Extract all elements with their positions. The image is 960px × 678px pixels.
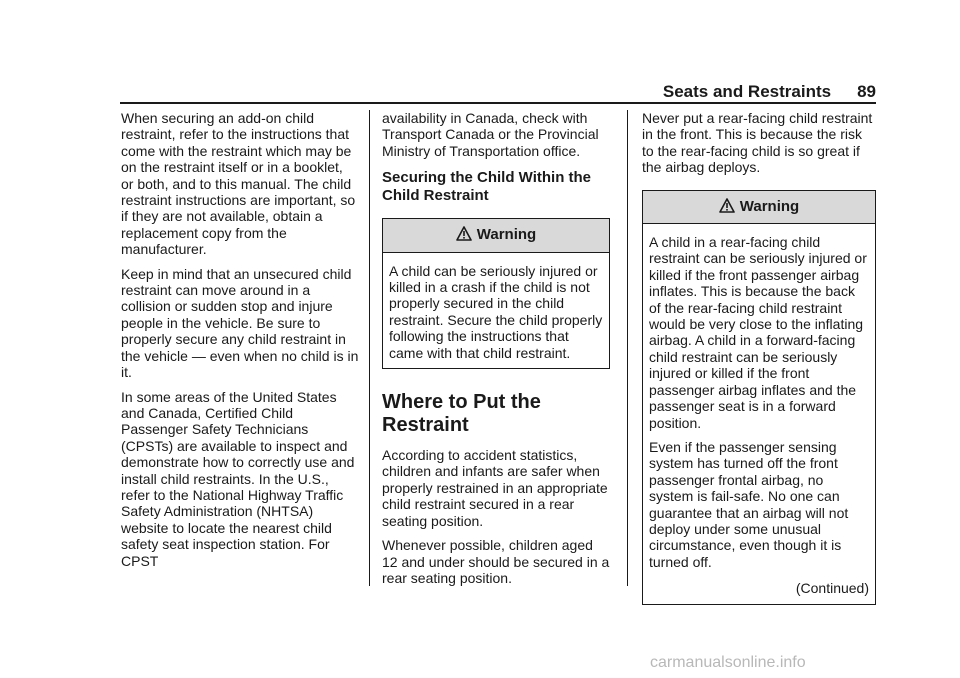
warning-triangle-icon bbox=[719, 198, 735, 217]
warning-triangle-icon bbox=[456, 226, 472, 245]
column-divider bbox=[627, 110, 628, 586]
warning-text: A child in a rear-facing child restraint can be seriously injured or killed if the front passenger airbag inflates. This is because the back of the rear-facing child restraint would be very close to the inflating airbag. A child in a forward-facing child restraint can be seriously injured or killed if the front passenger airbag inflates and the passenger seat is in a forward position. bbox=[649, 234, 867, 431]
paragraph: In some areas of the United States and Canada, Certified Child Passenger Safety Technicians (CPSTs) are available to inspect and demonstrate how to correctly use and install child restraints. In the U.S., refer to the National Highway Traffic Safety Administration (NHTSA) website to locate the nearest child safety seat inspection station. For CPST bbox=[121, 388, 355, 569]
warning-box bbox=[382, 218, 610, 369]
warning-body bbox=[383, 253, 609, 368]
subsection-heading: Securing the Child Within the Child Restraint bbox=[382, 169, 592, 204]
page-header bbox=[663, 82, 876, 102]
watermark: carmanualsonline.info bbox=[650, 654, 806, 671]
warning-header bbox=[383, 219, 609, 252]
paragraph: Never put a rear-facing child restraint in the front. This is because the risk to the rear-facing child is so great if the airbag deploys. bbox=[642, 110, 873, 176]
paragraph: When securing an add-on child restraint, refer to the instructions that come with the restraint which may be on the restraint itself or in a booklet, or both, and to this manual. The child restraint instructions are important, so if they are not available, obtain a replacement copy from the manufacturer. bbox=[121, 110, 356, 258]
column-divider bbox=[369, 110, 370, 586]
warning-text: Even if the passenger sensing system has turned off the front passenger frontal airbag, no system is fail-safe. No one can guarantee that an airbag will not deploy under some unusual circumstance, even though it is turned off. bbox=[649, 438, 849, 570]
column-3 bbox=[642, 110, 876, 605]
warning-title: Warning bbox=[476, 226, 537, 244]
section-title: Seats and Restraints bbox=[662, 82, 832, 101]
section-heading: Where to Put the Restraint bbox=[382, 391, 541, 437]
paragraph: According to accident statistics, children and infants are safer when properly restrained in an appropriate child restraint secured in a rear seating position. bbox=[382, 447, 608, 529]
column-2 bbox=[382, 110, 610, 594]
paragraph: Keep in mind that an unsecured child restraint can move around in a collision or sudden stop and injure people in the vehicle. Be sure to properly secure any child restraint in the vehicle — even when no child is in it. bbox=[121, 265, 359, 381]
header-rule bbox=[120, 102, 876, 104]
column-1 bbox=[121, 110, 359, 577]
warning-header bbox=[643, 191, 875, 224]
warning-box bbox=[642, 190, 876, 605]
paragraph: Whenever possible, children aged 12 and under should be secured in a rear seating position. bbox=[382, 537, 610, 586]
warning-title: Warning bbox=[739, 197, 800, 215]
continued-label: (Continued) bbox=[795, 580, 869, 597]
page-number: 89 bbox=[857, 82, 876, 101]
warning-body bbox=[643, 224, 875, 604]
paragraph: availability in Canada, check with Transport Canada or the Provincial Ministry of Transportation office. bbox=[382, 110, 599, 159]
warning-text: A child can be seriously injured or killed in a crash if the child is not properly secured in the child restraint. Secure the child properly following the instructions that came with that child restraint. bbox=[389, 262, 603, 361]
